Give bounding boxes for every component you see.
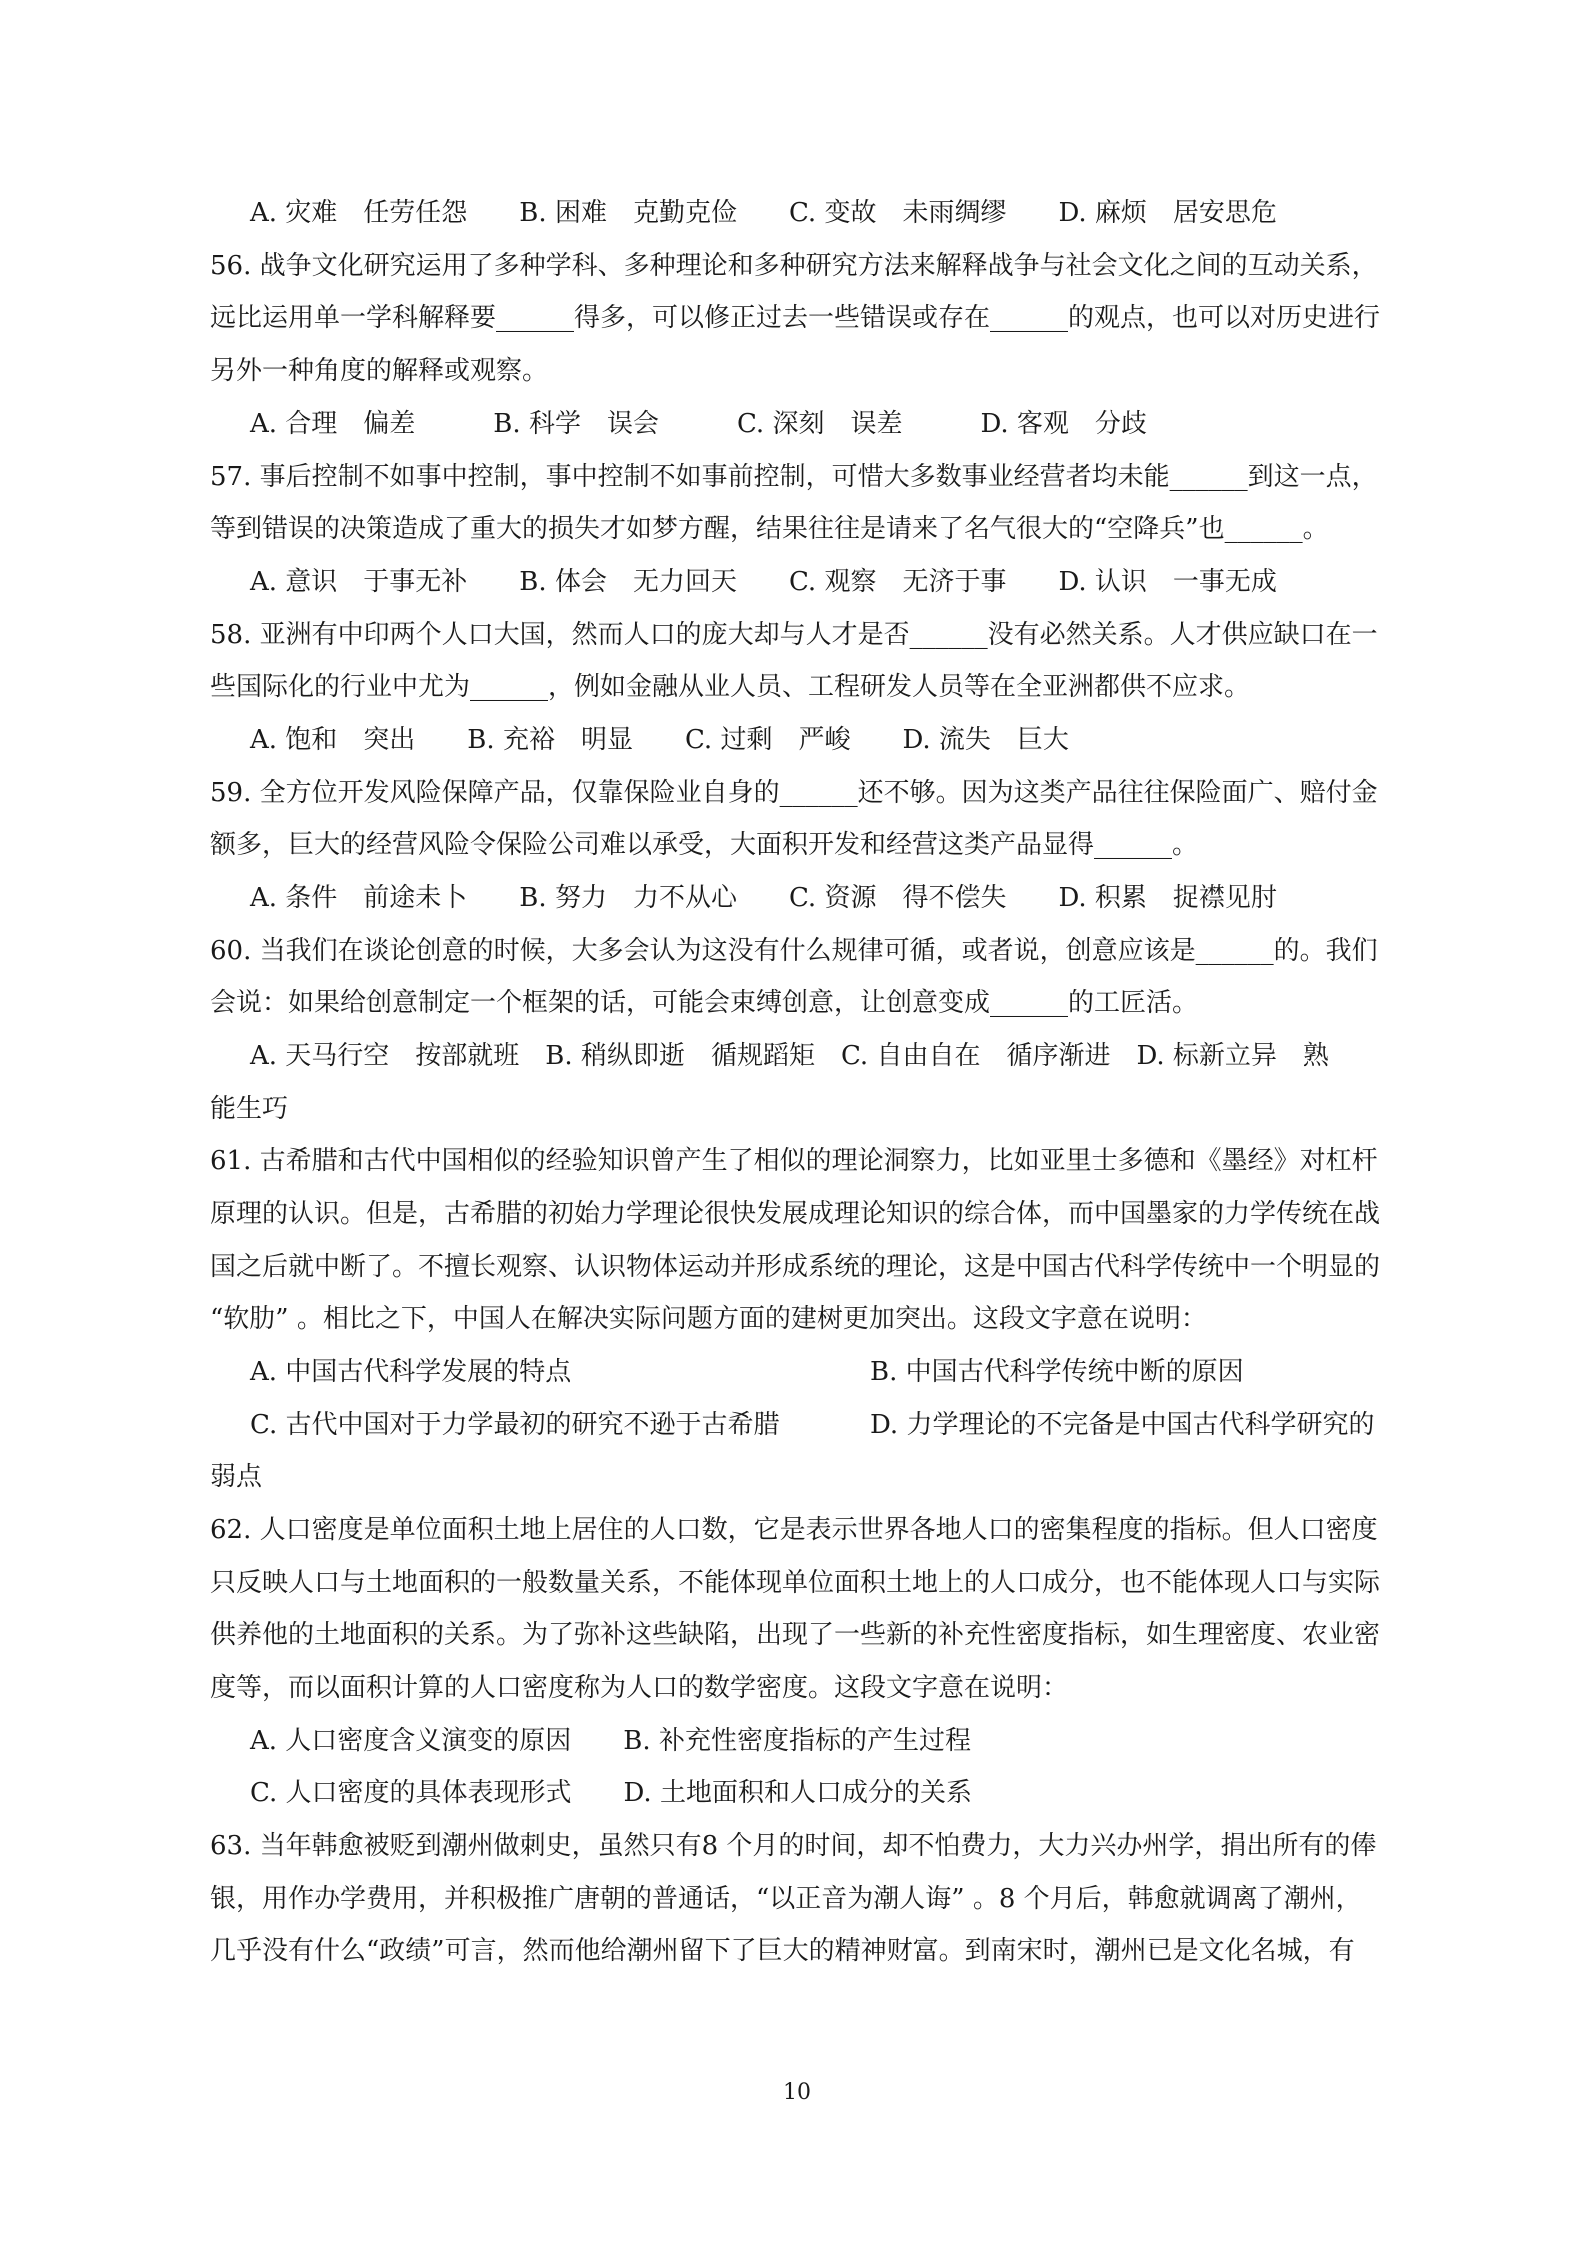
q57-text-line-2: 等到错误的决策造成了重大的损失才如梦方醒，结果往往是请来了名气很大的“空降兵”也______。: [210, 514, 1329, 544]
q59-text-line-2: 额多，巨大的经营风险令保险公司难以承受，大面积开发和经营这类产品显得______。: [210, 830, 1199, 860]
q58-text-line-1: 58. 亚洲有中印两个人口大国，然而人口的庞大却与人才是否______没有必然关系。人才供应缺口在一: [210, 620, 1378, 650]
q62-text-line-3: 供养他的土地面积的关系。为了弥补这些缺陷，出现了一些新的补充性密度指标，如生理密度、农业密: [210, 1620, 1381, 1650]
q61-option-a: A. 中国古代科学发展的特点: [250, 1357, 572, 1387]
q61-text-line-1: 61. 古希腊和古代中国相似的经验知识曾产生了相似的理论洞察力，比如亚里士多德和《墨经》对杠杆: [210, 1146, 1378, 1176]
q56-text-line-3: 另外一种角度的解释或观察。: [210, 356, 549, 386]
q63-text-line-3: 几乎没有什么“政绩”可言，然而他给潮州留下了巨大的精神财富。到南宋时，潮州已是文化名城，有: [210, 1936, 1355, 1966]
q61-option-d-wrap: 弱点: [210, 1462, 263, 1492]
q63-text-line-2: 银，用作办学费用，并积极推广唐朝的普通话，“以正音为潮人诲” 。8 个月后，韩愈就调离了潮州，: [210, 1884, 1362, 1914]
q63-text-line-1: 63. 当年韩愈被贬到潮州做刺史，虽然只有8 个月的时间，却不怕费力，大力兴办州学，捐出所有的俸: [210, 1831, 1377, 1861]
q62-text-line-4: 度等，而以面积计算的人口密度称为人口的数学密度。这段文字意在说明：: [210, 1673, 1069, 1703]
q59-text-line-1: 59. 全方位开发风险保障产品，仅靠保险业自身的______还不够。因为这类产品往往保险面广、赔付金: [210, 778, 1378, 808]
q62-text-line-2: 只反映人口与土地面积的一般数量关系，不能体现单位面积土地上的人口成分，也不能体现人口与实际: [210, 1568, 1381, 1598]
q57-text-line-1: 57. 事后控制不如事中控制，事中控制不如事前控制，可惜大多数事业经营者均未能______到这一点，: [210, 462, 1378, 492]
q61-text-line-3: 国之后就中断了。不擅长观察、认识物体运动并形成系统的理论，这是中国古代科学传统中一个明显的: [210, 1252, 1381, 1282]
q62-options-ab: A. 人口密度含义演变的原因 B. 补充性密度指标的产生过程: [250, 1726, 971, 1756]
q62-text-line-1: 62. 人口密度是单位面积土地上居住的人口数，它是表示世界各地人口的密集程度的指标。但人口密度: [210, 1515, 1378, 1545]
q56-text-line-2: 远比运用单一学科解释要______得多，可以修正过去一些错误或存在______的观点，也可以对历史进行: [210, 303, 1381, 333]
q62-options-cd: C. 人口密度的具体表现形式 D. 土地面积和人口成分的关系: [250, 1778, 972, 1808]
q56-options: A. 合理 偏差 B. 科学 误会 C. 深刻 误差 D. 客观 分歧: [250, 409, 1147, 439]
q55-options: A. 灾难 任劳任怨 B. 困难 克勤克俭 C. 变故 未雨绸缪 D. 麻烦 居安思危: [250, 198, 1277, 228]
q57-options: A. 意识 于事无补 B. 体会 无力回天 C. 观察 无济于事 D. 认识 一事无成: [250, 567, 1277, 597]
q61-option-d: D. 力学理论的不完备是中国古代科学研究的: [870, 1410, 1375, 1440]
q59-options: A. 条件 前途未卜 B. 努力 力不从心 C. 资源 得不偿失 D. 积累 捉襟见肘: [250, 883, 1277, 913]
q60-options-wrap: 能生巧: [210, 1094, 289, 1124]
q58-text-line-2: 些国际化的行业中尤为______，例如金融从业人员、工程研发人员等在全亚洲都供不应求。: [210, 672, 1251, 702]
q60-text-line-2: 会说：如果给创意制定一个框架的话，可能会束缚创意，让创意变成______的工匠活。: [210, 988, 1199, 1018]
q61-option-c: C. 古代中国对于力学最初的研究不逊于古希腊: [250, 1410, 780, 1440]
q61-option-b: B. 中国古代科学传统中断的原因: [870, 1357, 1244, 1387]
q61-text-line-4: “软肋” 。相比之下，中国人在解决实际问题方面的建树更加突出。这段文字意在说明：: [210, 1304, 1207, 1334]
page-number: 10: [783, 2080, 811, 2105]
q56-text-line-1: 56. 战争文化研究运用了多种学科、多种理论和多种研究方法来解释战争与社会文化之间的互动关系，: [210, 251, 1378, 281]
q61-text-line-2: 原理的认识。但是，古希腊的初始力学理论很快发展成理论知识的综合体，而中国墨家的力学传统在战: [210, 1199, 1381, 1229]
q58-options: A. 饱和 突出 B. 充裕 明显 C. 过剩 严峻 D. 流失 巨大: [250, 725, 1069, 755]
q60-text-line-1: 60. 当我们在谈论创意的时候，大多会认为这没有什么规律可循，或者说，创意应该是______的。我们: [210, 936, 1378, 966]
q60-options: A. 天马行空 按部就班 B. 稍纵即逝 循规蹈矩 C. 自由自在 循序渐进 D. 标新立异 熟: [250, 1041, 1329, 1071]
